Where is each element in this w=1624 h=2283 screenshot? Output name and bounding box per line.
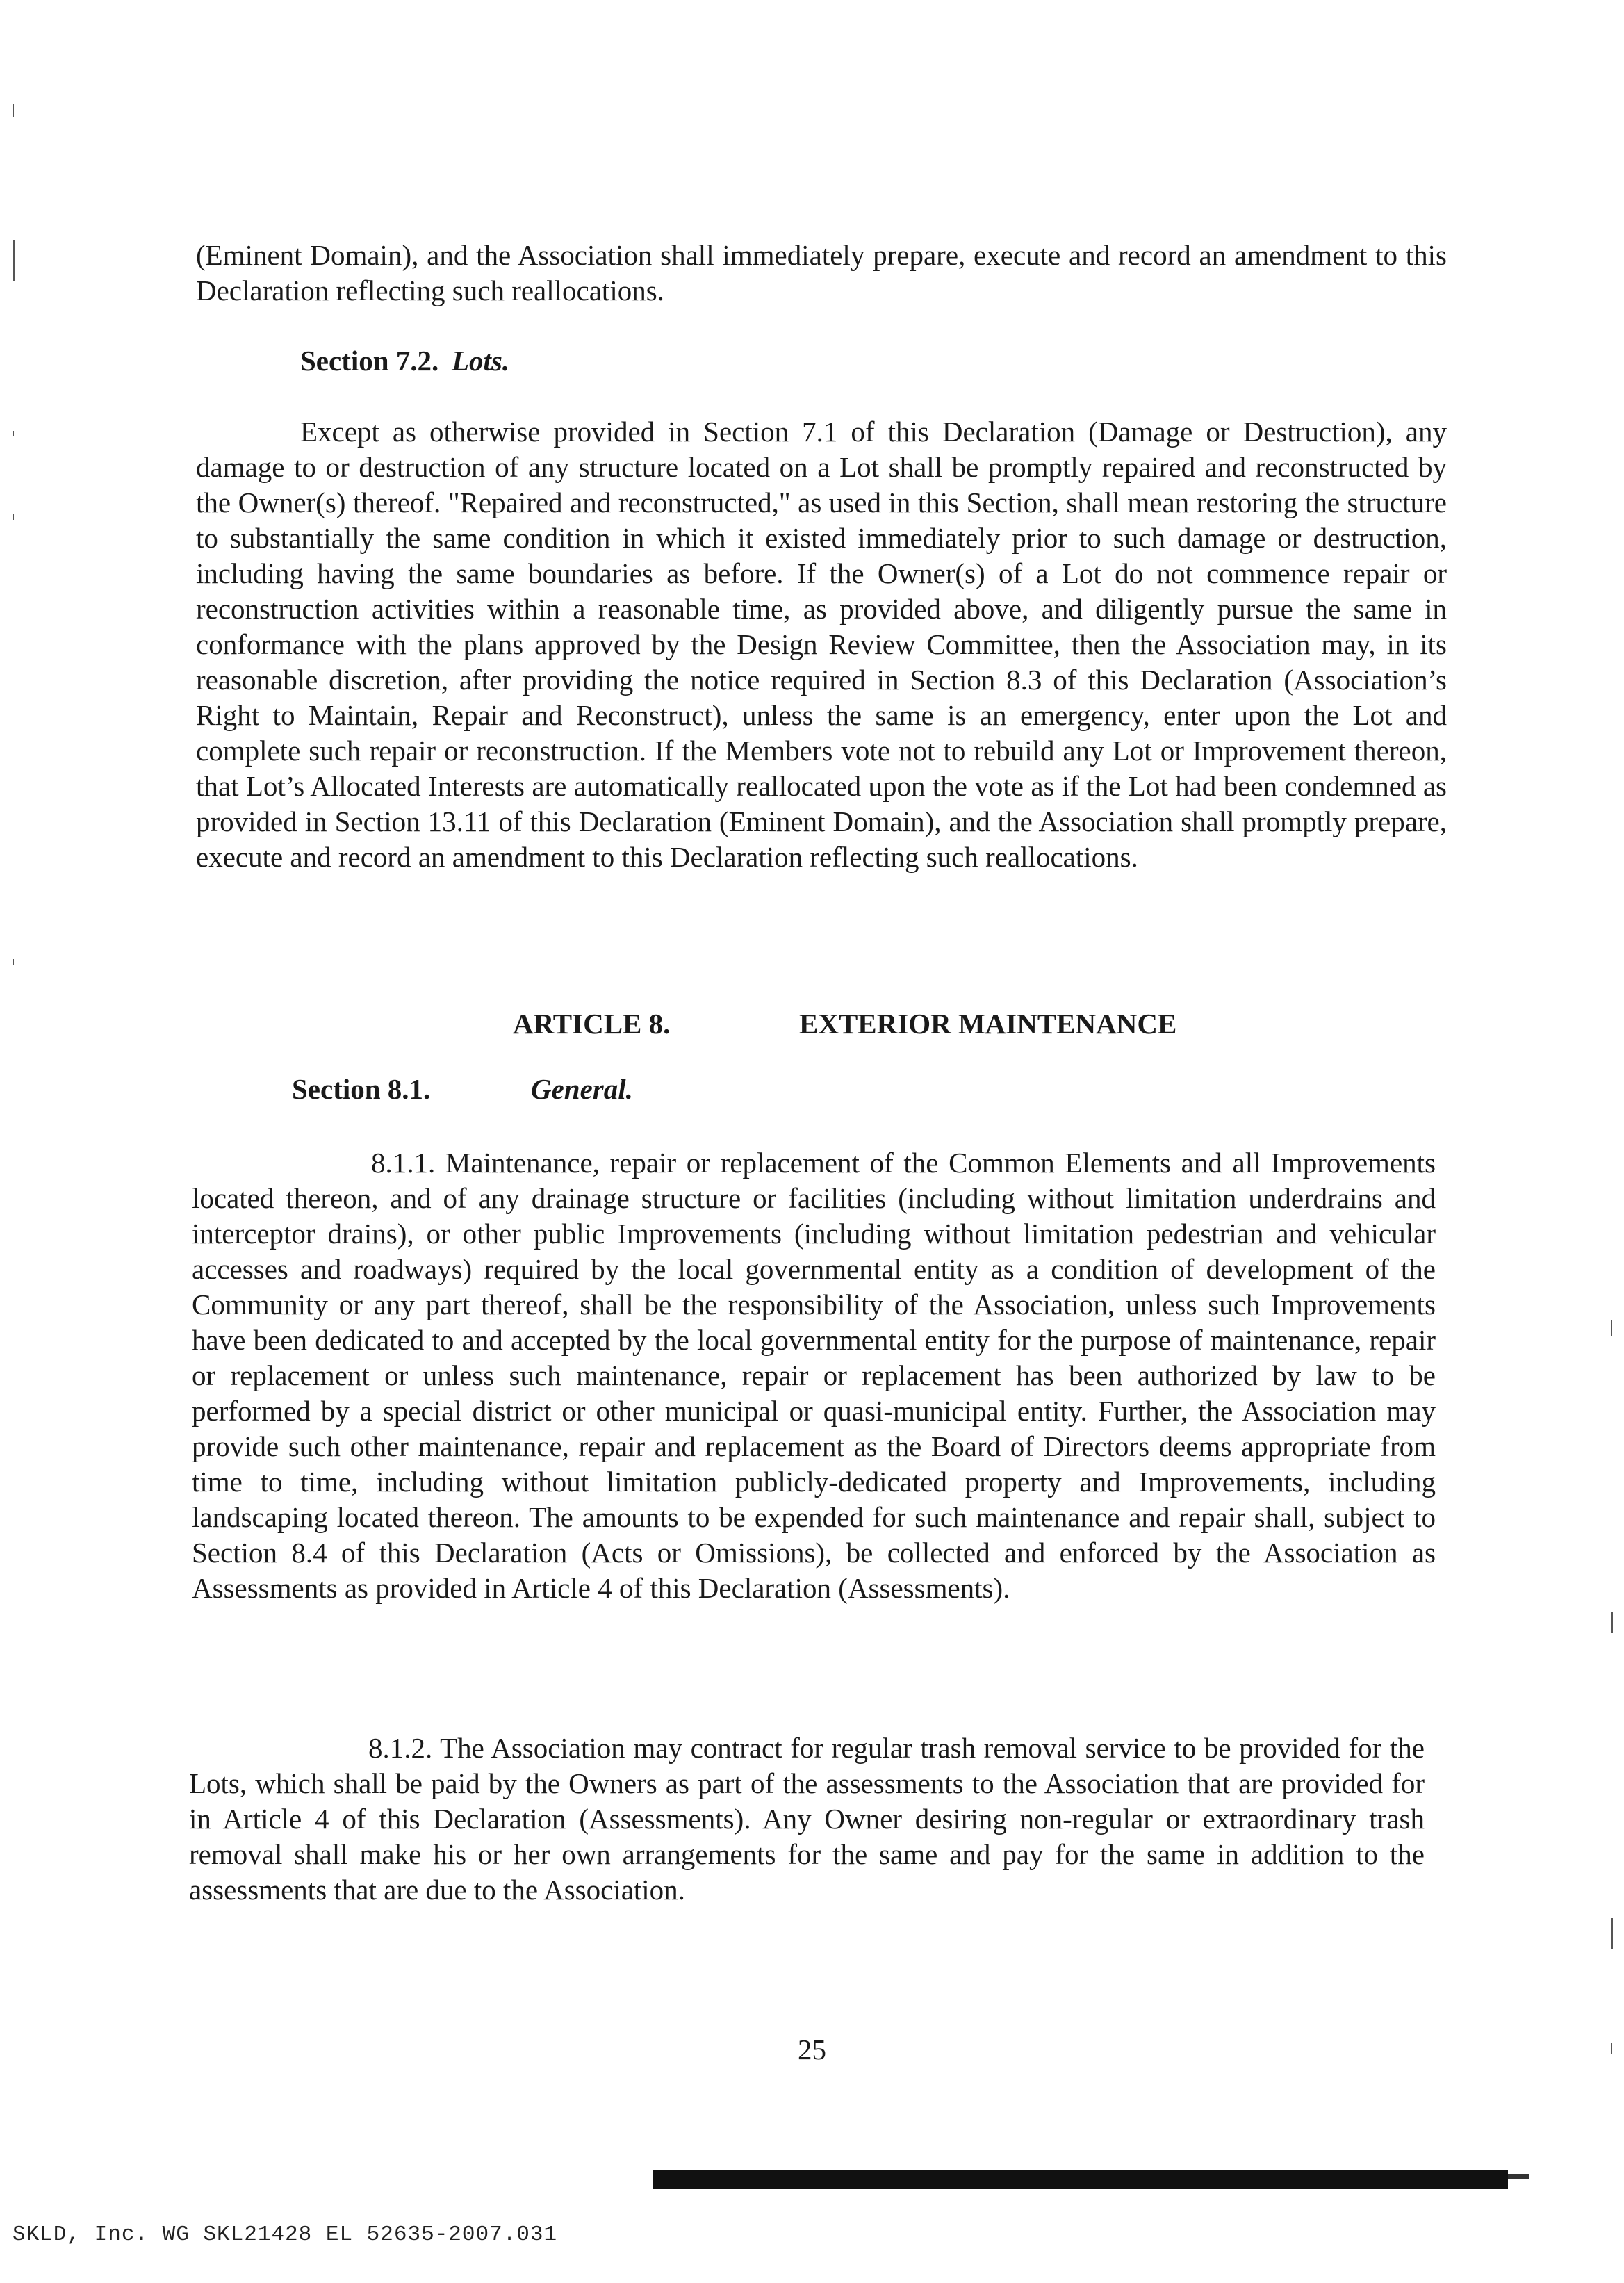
section-7-2-body: Except as otherwise provided in Section 7.1 of this Declaration (Damage or Destruction), any damage to or destruction of any structure located on a Lot shall be promptly repaired and reconstructed by the Owner(s) thereof. "Repaired and reconstructed," as used in this Section, shall mean restoring the structure to substantially the same condition in which it existed immediately prior to such damage or destruction, including having the same boundaries as before. If the Owner(s) of a Lot do not commence repair or reconstruction activities within a reasonable time, as provided above, and diligently pursue the same in conformance with the plans approved by the Design Review Committee, then the Association may, in its reasonable discretion, after providing the notice required in Section 8.3 of this Declaration (Association’s Right to Maintain, Repair and Reconstruct), unless the same is an emergency, enter upon the Lot and complete such repair or reconstruction. If the Members vote not to rebuild any Lot or Improvement thereon, that Lot’s Allocated Interests are automatically reallocated upon the vote as if the Lot had been condemned as provided in Section 13.11 of this Declaration (Eminent Domain), and the Association shall promptly prepare, execute and record an amendment to this Declaration reflecting such reallocations. [196,416,1447,873]
section-8-1-number: Section 8.1. [292,1073,431,1105]
paragraph-continuation: (Eminent Domain), and the Association shall immediately prepare, execute and record an amendment to this Declaration reflecting such reallocations. [196,239,1447,306]
margin-mark [13,104,14,117]
section-7-2-number: Section 7.2. [300,345,439,377]
margin-mark [13,431,14,436]
page-number: 25 [798,2034,826,2065]
section-8-1-title: General. [531,1073,633,1105]
footer-document-id: SKLD, Inc. WG SKL21428 EL 52635-2007.031 [13,2223,558,2247]
scan-artifact-tail [1508,2174,1529,2179]
margin-mark [13,959,14,965]
margin-mark [1611,1320,1612,1336]
paragraph-8-1-2: 8.1.2. The Association may contract for regular trash removal service to be provided for the Lots, which shall be paid by the Owners as part of the assessments to the Association that are provided for in Article 4 of this Declaration (Assessments). Any Owner desiring non-regular or extraordinary trash removal shall make his or her own arrangements for the same and pay for the same in addition to the assessments that are due to the Association. [189,1732,1425,1906]
scan-artifact-bar [653,2170,1508,2189]
article-8-title: EXTERIOR MAINTENANCE [799,1008,1177,1040]
article-8-number: ARTICLE 8. [513,1008,671,1040]
margin-mark [13,514,14,520]
margin-mark [1611,1612,1613,1633]
margin-mark [13,240,15,281]
section-7-2-title: Lots. [452,345,510,377]
margin-mark [1611,2043,1612,2054]
paragraph-8-1-1: 8.1.1. Maintenance, repair or replacement of the Common Elements and all Improvements located thereon, and of any drainage structure or facilities (including without limitation underdrains and interceptor drains), or other public Improvements (including without limitation pedestrian and vehicular accesses and roadways) required by the local governmental entity as a condition of development of the Community or any part thereof, shall be the responsibility of the Association, unless such Improvements have been dedicated to and accepted by the local governmental entity for the purpose of maintenance, repair or replacement or unless such maintenance, repair or replacement has been authorized by law to be performed by a special district or other municipal or quasi-municipal entity. Further, the Association may provide such other maintenance, repair and replacement as the Board of Directors deems appropriate from time to time, including without limitation publicly-dedicated property and Improvements, including landscaping located thereon. The amounts to be expended for such maintenance and repair shall, subject to Section 8.4 of this Declaration (Acts or Omissions), be collected and enforced by the Association as Assessments as provided in Article 4 of this Declaration (Assessments). [192,1147,1436,1604]
margin-mark [1611,1918,1613,1949]
